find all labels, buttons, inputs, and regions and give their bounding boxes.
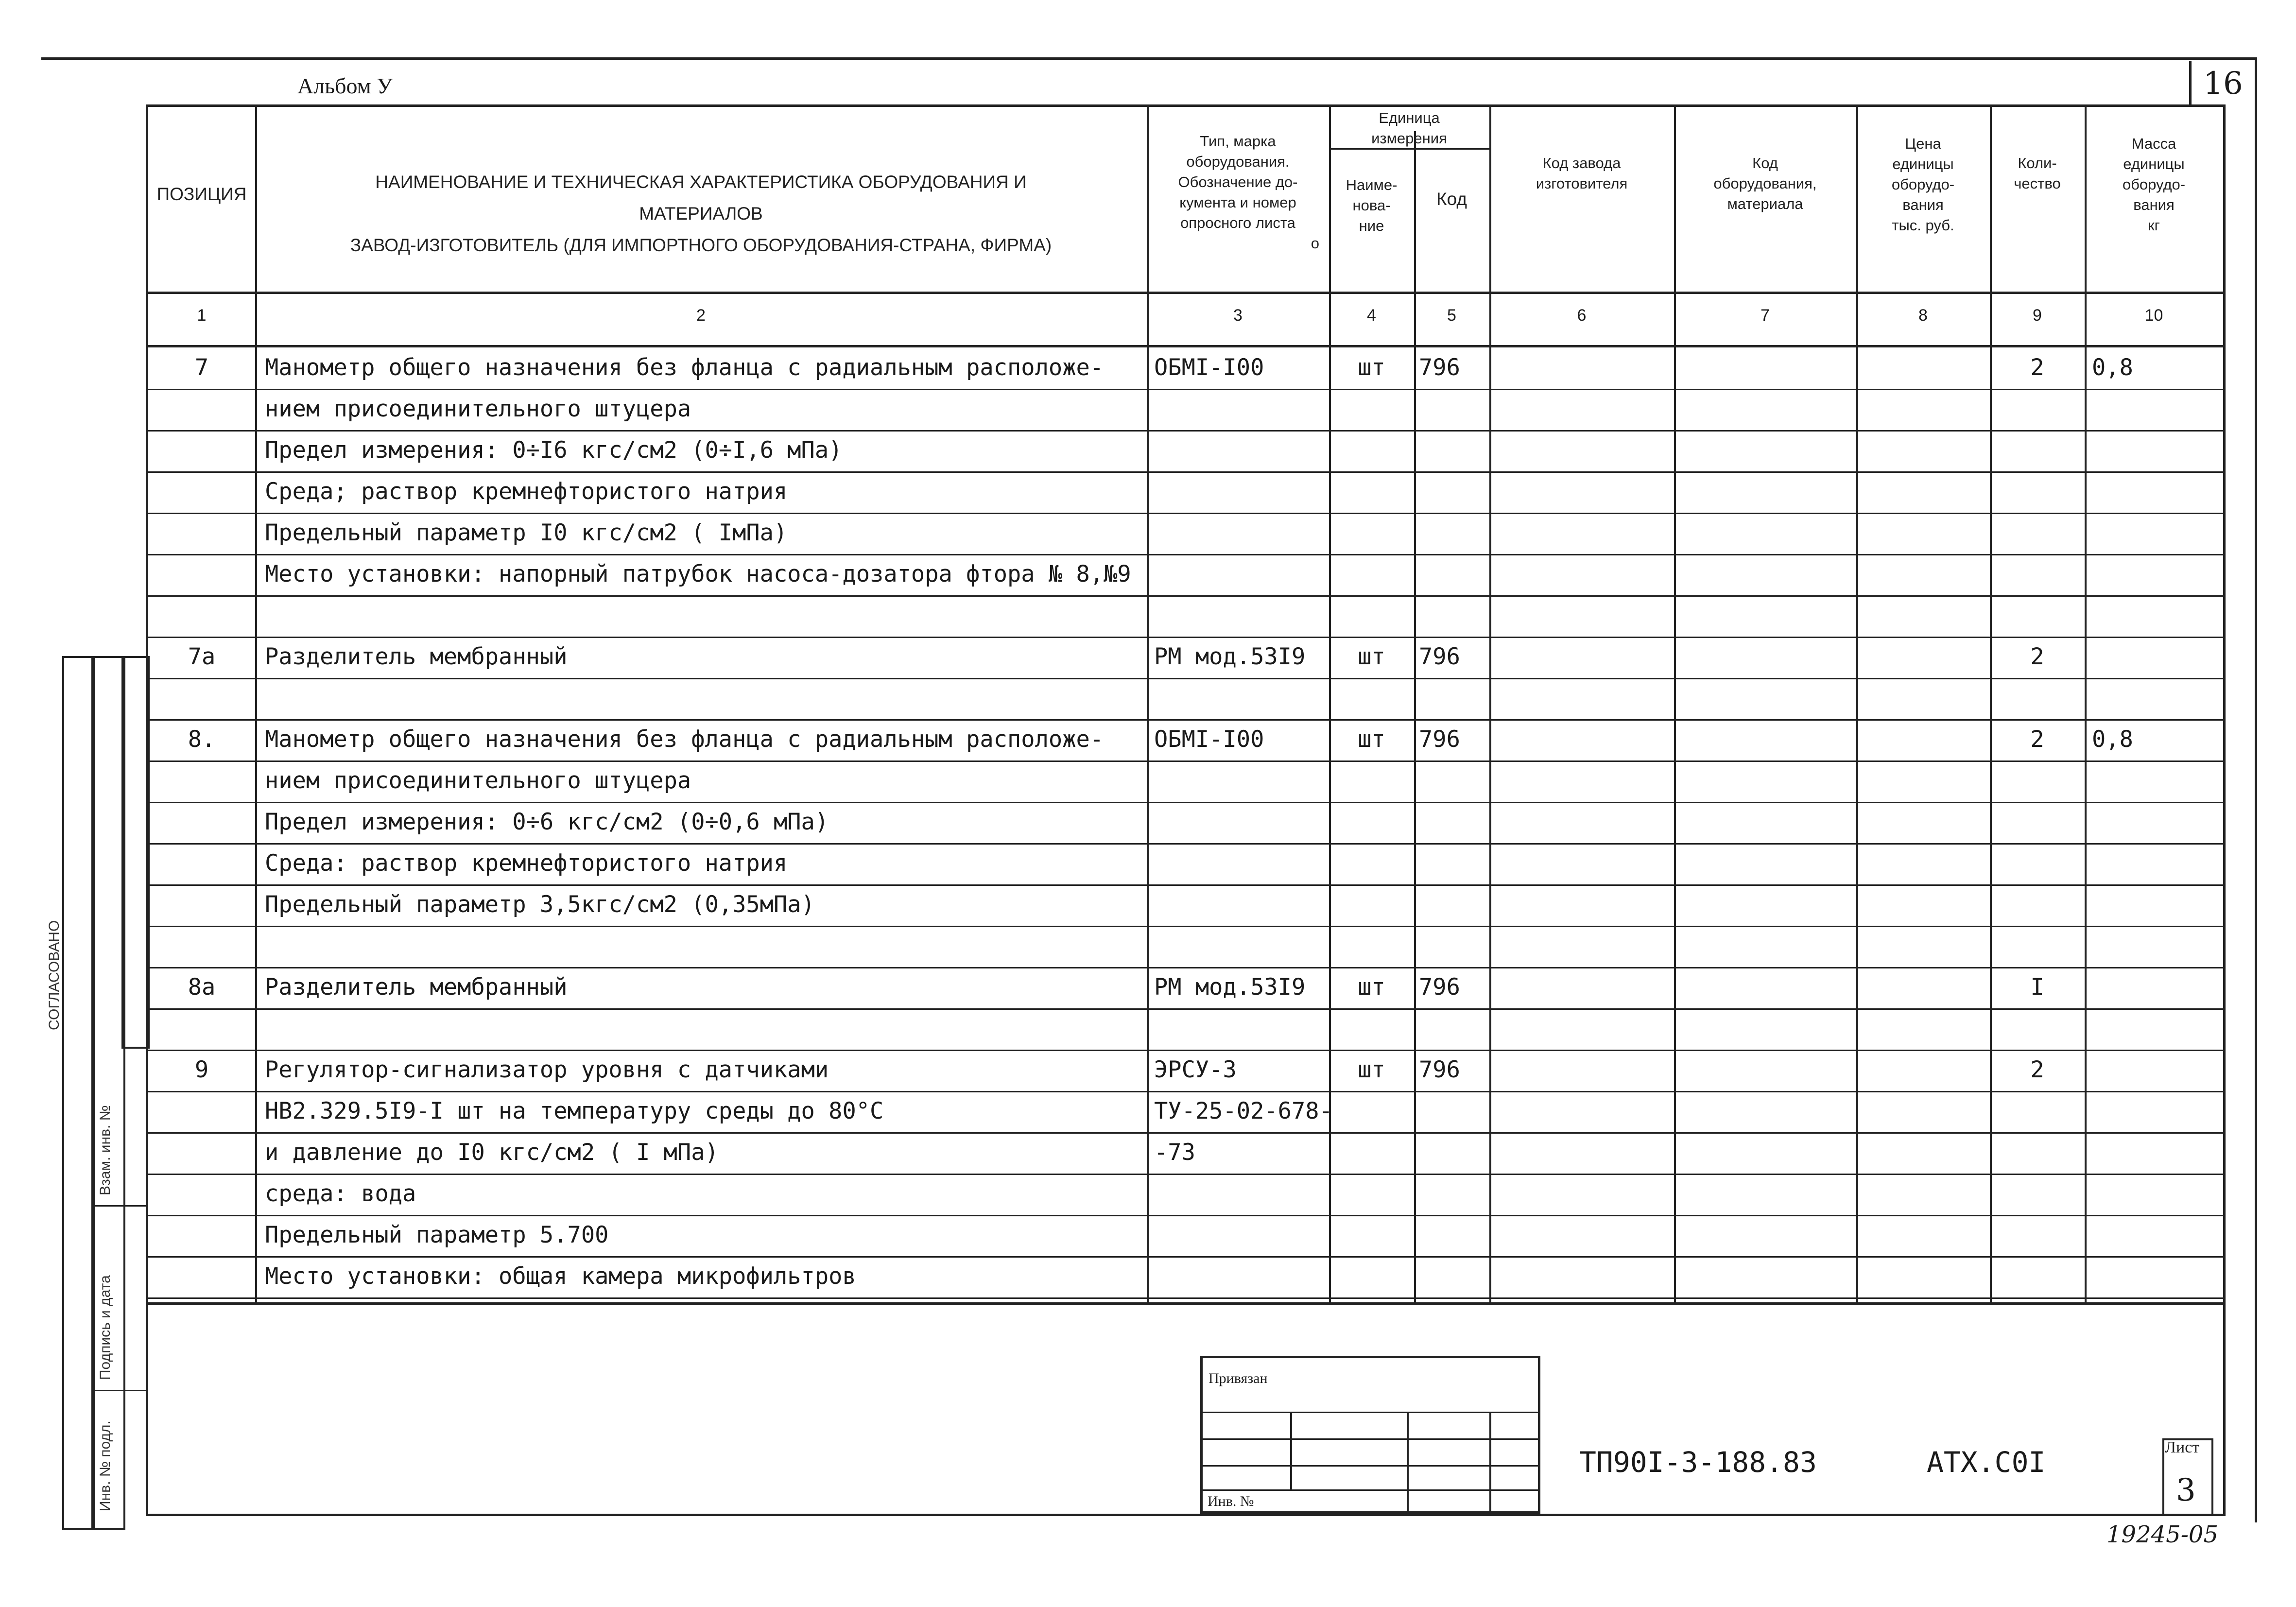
table-cell-name: среда: вода bbox=[265, 1180, 416, 1207]
col-number: 2 bbox=[696, 306, 706, 325]
archive-number: 19245-05 bbox=[2106, 1521, 2218, 1548]
table-cell-pos: 7а bbox=[188, 643, 216, 670]
table-cell-name: и давление до I0 кгс/см2 ( I мПа) bbox=[265, 1139, 719, 1166]
col-number: 7 bbox=[1761, 306, 1770, 325]
table-cell-pos: 9 bbox=[194, 1056, 209, 1083]
table-cell-name: Регулятор-сигнализатор уровня с датчиками bbox=[265, 1056, 829, 1083]
table-cell-unit: шт bbox=[1358, 726, 1385, 753]
side-stamp-strip-2 bbox=[91, 656, 125, 1530]
col-header-name-3: ЗАВОД-ИЗГОТОВИТЕЛЬ (ДЛЯ ИМПОРТНОГО ОБОРУДОВАНИЯ-СТРАНА, ФИРМА) bbox=[350, 235, 1052, 255]
col-header-name-1: НАИМЕНОВАНИЕ И ТЕХНИЧЕСКАЯ ХАРАКТЕРИСТИКА ОБОРУДОВАНИЯ И bbox=[375, 172, 1027, 192]
table-cell-qty: 2 bbox=[2030, 354, 2044, 381]
table-cell-name: Место установки: напорный патрубок насоса-дозатора фтора № 8,№9 bbox=[265, 561, 1131, 588]
table-cell-name: Предельный параметр 3,5кгс/см2 (0,35мПа) bbox=[265, 891, 815, 918]
table-cell-code: 796 bbox=[1419, 643, 1460, 670]
col-number: 8 bbox=[1918, 306, 1928, 325]
sheet-number: 3 bbox=[2176, 1472, 2196, 1508]
col-header-unit-code: Код bbox=[1436, 189, 1467, 209]
col-header-maker-code: Код завода изготовителя bbox=[1536, 155, 1628, 192]
row-divider bbox=[148, 389, 2223, 390]
col-header-name-2: МАТЕРИАЛОВ bbox=[639, 204, 763, 224]
col-number: 1 bbox=[197, 306, 207, 325]
col-header-mass: Масса единицы оборудо- вания кг bbox=[2122, 135, 2186, 234]
row-divider bbox=[148, 1215, 2223, 1216]
table-cell-name: Предел измерения: 0÷6 кгс/см2 (0÷0,6 мПа) bbox=[265, 809, 829, 835]
table-cell-code: 796 bbox=[1419, 726, 1460, 753]
table-cell-name: Среда; раствор кремнефтористого натрия bbox=[265, 478, 788, 505]
row-divider bbox=[148, 843, 2223, 845]
table-cell-type: -73 bbox=[1154, 1139, 1195, 1166]
table-cell-unit: шт bbox=[1358, 1056, 1385, 1083]
row-divider bbox=[148, 554, 2223, 555]
stamp-inv-label: Инв. № bbox=[1208, 1493, 1254, 1509]
table-cell-type: ЭРСУ-3 bbox=[1154, 1056, 1237, 1083]
side-label-inv-orig: Инв. № подл. bbox=[97, 1420, 113, 1511]
table-cell-pos: 8а bbox=[188, 974, 216, 1001]
table-cell-name: Разделитель мембранный bbox=[265, 974, 568, 1001]
row-divider bbox=[148, 1132, 2223, 1134]
table-cell-name: Манометр общего назначения без фланца с радиальным расположе- bbox=[265, 354, 1104, 381]
album-title: Альбом У bbox=[297, 73, 393, 98]
equipment-table bbox=[146, 104, 2226, 1516]
row-divider bbox=[148, 926, 2223, 927]
row-divider bbox=[148, 719, 2223, 721]
row-divider bbox=[148, 802, 2223, 803]
col-number: 5 bbox=[1447, 306, 1456, 325]
table-cell-qty: 2 bbox=[2030, 1056, 2044, 1083]
row-divider bbox=[148, 1008, 2223, 1010]
table-cell-code: 796 bbox=[1419, 1056, 1460, 1083]
col-header-equipment-code: Код оборудования, материала bbox=[1713, 155, 1817, 212]
row-divider bbox=[148, 1256, 2223, 1258]
attachment-stamp bbox=[1200, 1356, 1540, 1514]
side-label-replace-inv: Взам. инв. № bbox=[97, 1105, 113, 1195]
stamp-attached-label: Привязан bbox=[1208, 1370, 1268, 1386]
side-divider bbox=[91, 1205, 146, 1207]
col-header-type: Тип, марка оборудования. Обозначение до- кумента и номер опросного листа о bbox=[1178, 133, 1319, 252]
row-divider bbox=[148, 967, 2223, 968]
table-cell-type: ОБМI-I00 bbox=[1154, 354, 1264, 381]
table-cell-type: РМ мод.53I9 bbox=[1154, 974, 1306, 1001]
row-divider bbox=[148, 471, 2223, 473]
table-cell-name: Предельный параметр I0 кгс/см2 ( IмПа) bbox=[265, 519, 788, 546]
row-divider bbox=[148, 760, 2223, 762]
col-header-position: ПОЗИЦИЯ bbox=[156, 184, 247, 204]
table-cell-unit: шт bbox=[1358, 354, 1385, 381]
row-divider bbox=[148, 1091, 2223, 1092]
table-cell-name: нием присоединительного штуцера bbox=[265, 767, 691, 794]
row-divider bbox=[148, 1297, 2223, 1299]
col-number: 4 bbox=[1367, 306, 1376, 325]
col-header-unit-name: Наиме- нова- ние bbox=[1346, 176, 1398, 234]
row-divider bbox=[148, 1174, 2223, 1175]
side-label-agreed: СОГЛАСОВАНО bbox=[46, 920, 62, 1030]
col-number: 9 bbox=[2033, 306, 2042, 325]
table-cell-pos: 7 bbox=[194, 354, 209, 381]
row-divider bbox=[148, 595, 2223, 597]
table-cell-type: ОБМI-I00 bbox=[1154, 726, 1264, 753]
col-number: 6 bbox=[1577, 306, 1587, 325]
side-label-sign-date: Подпись и дата bbox=[97, 1275, 113, 1380]
table-cell-mass: 0,8 bbox=[2092, 726, 2133, 753]
table-cell-qty: 2 bbox=[2030, 726, 2044, 753]
col-number: 3 bbox=[1233, 306, 1243, 325]
col-number: 10 bbox=[2144, 306, 2163, 325]
document-mark: АТХ.С0I bbox=[1927, 1446, 2046, 1479]
table-cell-name: Предел измерения: 0÷I6 кгс/см2 (0÷I,6 мПа) bbox=[265, 437, 843, 464]
sheet-corner-number: 16 bbox=[2189, 61, 2255, 107]
table-cell-name: Среда: раствор кремнефтористого натрия bbox=[265, 850, 788, 877]
document-code: ТП90I-3-188.83 bbox=[1579, 1446, 1817, 1479]
table-cell-qty: I bbox=[2030, 974, 2044, 1001]
table-cell-code: 796 bbox=[1419, 974, 1460, 1001]
row-divider bbox=[148, 430, 2223, 432]
row-divider bbox=[148, 1050, 2223, 1051]
row-divider bbox=[148, 678, 2223, 679]
table-cell-name: Манометр общего назначения без фланца с радиальным расположе- bbox=[265, 726, 1104, 753]
side-divider bbox=[91, 1390, 146, 1391]
table-cell-qty: 2 bbox=[2030, 643, 2044, 670]
table-cell-code: 796 bbox=[1419, 354, 1460, 381]
col-header-price: Цена единицы оборудо- вания тыс. руб. bbox=[1891, 135, 1955, 234]
col-header-unit-group: Единица измерения bbox=[1371, 109, 1447, 147]
table-cell-mass: 0,8 bbox=[2092, 354, 2133, 381]
table-cell-unit: шт bbox=[1358, 974, 1385, 1001]
table-cell-name: нием присоединительного штуцера bbox=[265, 396, 691, 422]
sheet-label: Лист bbox=[2165, 1438, 2200, 1456]
row-divider bbox=[148, 884, 2223, 886]
table-cell-name: Предельный параметр 5.700 bbox=[265, 1222, 609, 1248]
table-cell-type: РМ мод.53I9 bbox=[1154, 643, 1306, 670]
table-cell-name: Место установки: общая камера микрофильтров bbox=[265, 1263, 856, 1290]
row-divider bbox=[148, 637, 2223, 638]
table-cell-pos: 8. bbox=[188, 726, 216, 753]
row-divider bbox=[148, 513, 2223, 514]
side-stamp-strip bbox=[62, 656, 95, 1530]
table-cell-type: ТУ-25-02-678- bbox=[1154, 1098, 1333, 1124]
table-cell-name: НВ2.329.5I9-I шт на температуру среды до 80°С bbox=[265, 1098, 884, 1124]
table-cell-unit: шт bbox=[1358, 643, 1385, 670]
table-cell-name: Разделитель мембранный bbox=[265, 643, 568, 670]
col-header-quantity: Коли- чество bbox=[2014, 155, 2061, 192]
